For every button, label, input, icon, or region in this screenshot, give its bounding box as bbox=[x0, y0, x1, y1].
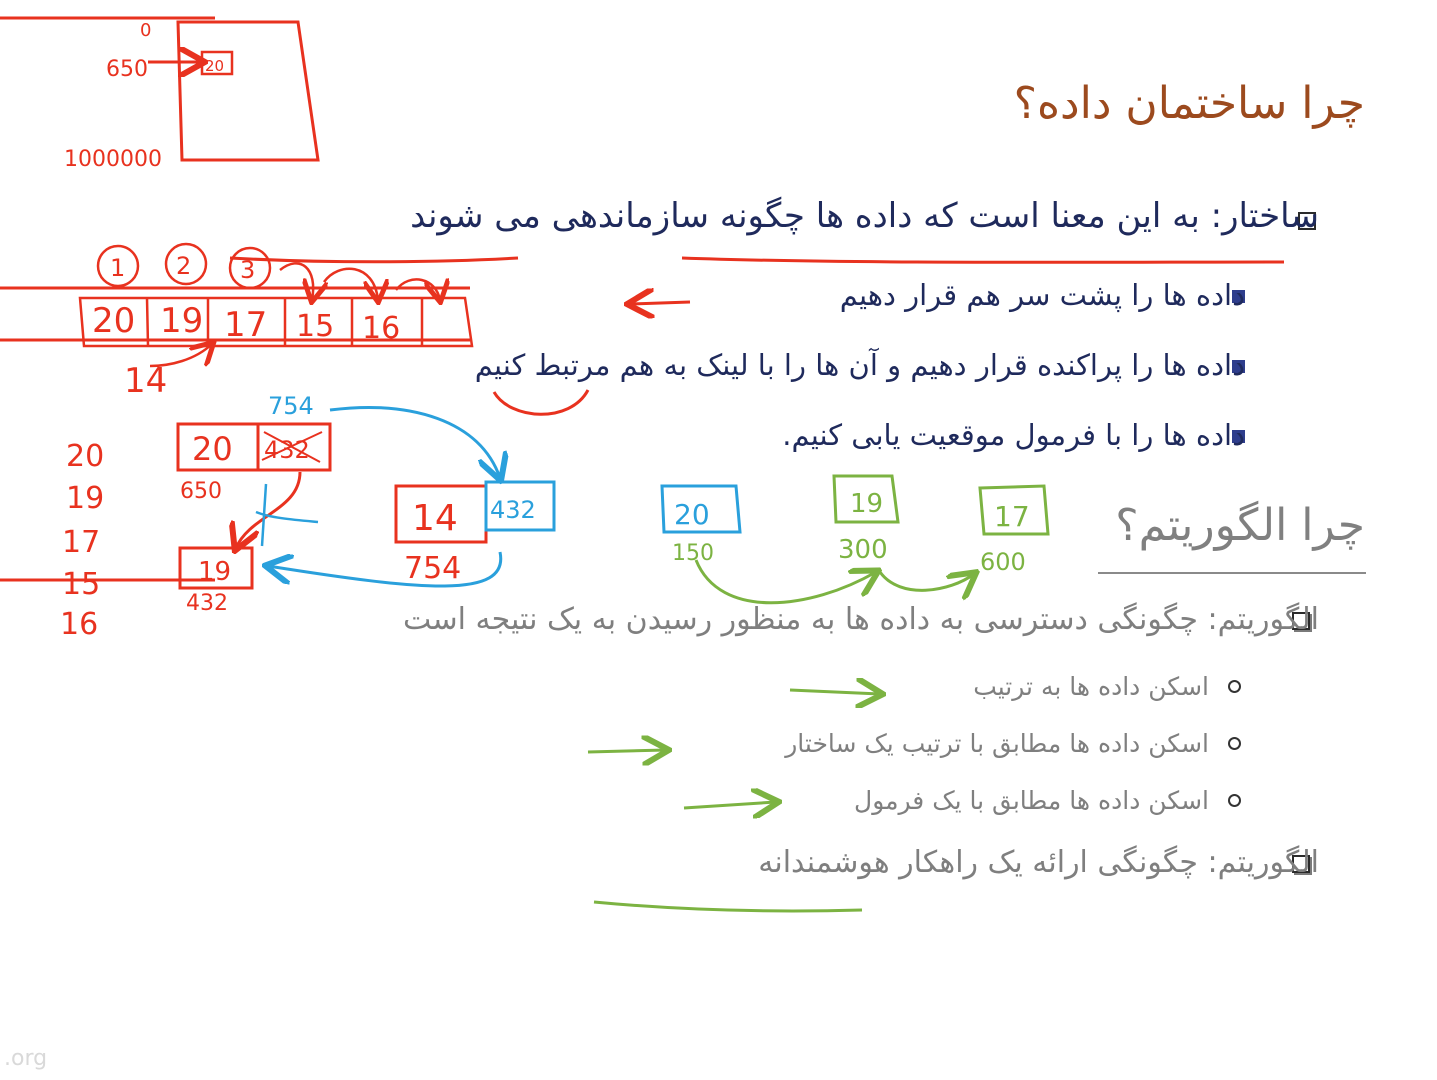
title-structure: چرا ساختمان داده؟ bbox=[1013, 78, 1365, 129]
algorithm-subbullet-2: اسکن داده ها مطابق با ترتیب یک ساختار bbox=[785, 729, 1209, 758]
algorithm-definition-2: الگوریتم: چگونگی ارائه یک راهکار هوشمندانه bbox=[758, 845, 1319, 880]
node-2-pointer: 432 bbox=[490, 496, 536, 524]
insert-value: 14 bbox=[124, 361, 168, 401]
algorithm-subbullet-1: اسکن داده ها به ترتیب bbox=[973, 672, 1209, 701]
algorithm-definition-1: الگوریتم: چگونگی دسترسی به داده ها به منظور رسیدن به یک نتیجه است bbox=[403, 602, 1319, 637]
link-underline bbox=[494, 390, 588, 414]
underline-definition bbox=[682, 258, 1284, 262]
title-algorithm: چرا الگوریتم؟ bbox=[1115, 500, 1365, 551]
formula-node-2-address: 300 bbox=[838, 535, 888, 565]
node-3-address: 432 bbox=[186, 591, 228, 616]
memory-bottom-label: 1000000 bbox=[64, 147, 162, 172]
index-2: 2 bbox=[176, 252, 192, 280]
formula-node-2-value: 19 bbox=[850, 489, 884, 519]
node-1-address: 650 bbox=[180, 479, 222, 504]
structure-bullet-2: داده ها را پراکنده قرار دهیم و آن ها را با لینک به هم مرتبط کنیم bbox=[474, 348, 1245, 382]
array-cell-3: 17 bbox=[224, 305, 268, 345]
index-3: 3 bbox=[240, 256, 256, 284]
node-2-address: 754 bbox=[404, 551, 462, 586]
formula-node-3-value: 17 bbox=[994, 500, 1030, 533]
node-1-pointer-old: 432 bbox=[264, 436, 310, 464]
memory-cell-value: 20 bbox=[205, 57, 225, 75]
memory-top-label: 0 bbox=[140, 20, 152, 41]
structure-bullet-1: داده ها را پشت سر هم قرار دهیم bbox=[839, 278, 1245, 312]
column-value-4: 15 bbox=[62, 567, 101, 602]
node-2-value: 14 bbox=[412, 498, 458, 539]
formula-node-1-address: 150 bbox=[672, 541, 714, 566]
algorithm-subbullet-3: اسکن داده ها مطابق با یک فرمول bbox=[854, 786, 1209, 815]
watermark: .org bbox=[4, 1046, 48, 1071]
column-value-2: 19 bbox=[66, 481, 105, 516]
underline-definition-end bbox=[230, 258, 518, 262]
index-1: 1 bbox=[110, 254, 126, 282]
node-1-pointer-new: 754 bbox=[268, 392, 314, 420]
column-value-3: 17 bbox=[62, 525, 101, 560]
arrow-to-bullet-1 bbox=[630, 302, 690, 304]
memory-block-sketch bbox=[0, 18, 318, 160]
formula-nodes-sketch bbox=[588, 476, 1048, 911]
column-value-5: 16 bbox=[60, 607, 99, 642]
column-value-1: 20 bbox=[66, 439, 105, 474]
formula-node-3-address: 600 bbox=[980, 548, 1026, 576]
array-cell-2: 19 bbox=[160, 301, 204, 341]
structure-definition: ساختار: به این معنا است که داده ها چگونه سازماندهی می شوند bbox=[410, 196, 1319, 236]
array-cell-4: 15 bbox=[296, 309, 335, 344]
node-3-value: 19 bbox=[198, 557, 232, 587]
array-cell-1: 20 bbox=[92, 301, 136, 341]
array-cell-5: 16 bbox=[362, 311, 401, 346]
node-1-value: 20 bbox=[192, 430, 233, 468]
structure-bullet-3: داده ها را با فرمول موقعیت یابی کنیم. bbox=[782, 418, 1245, 452]
formula-node-1-value: 20 bbox=[674, 498, 710, 531]
memory-address-label: 650 bbox=[106, 57, 148, 82]
